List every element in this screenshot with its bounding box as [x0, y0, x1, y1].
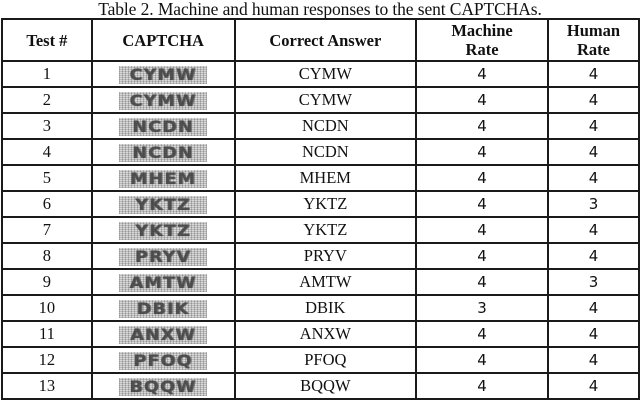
human-rate: 4 — [548, 321, 639, 347]
table-row — [2, 347, 639, 373]
human-rate: 3 — [548, 269, 639, 295]
table-row — [2, 61, 639, 87]
header-machine-rate: Machine Rate — [416, 19, 548, 61]
correct-answer: NCDN — [235, 139, 417, 165]
correct-answer: PFOQ — [235, 347, 417, 373]
captcha-distorted-text: NCDN — [132, 117, 194, 137]
captcha-image — [92, 321, 235, 347]
results-table — [1, 18, 640, 400]
captcha-image-noise — [119, 196, 207, 214]
captcha-image-noise — [119, 300, 207, 318]
header-test-number: Test # — [2, 19, 92, 61]
machine-rate: 4 — [416, 113, 548, 139]
correct-answer: CYMW — [235, 61, 417, 87]
test-number: 13 — [2, 373, 92, 399]
table-row — [2, 113, 639, 139]
correct-answer: NCDN — [235, 113, 417, 139]
human-rate: 4 — [548, 243, 639, 269]
captcha-image — [92, 139, 235, 165]
machine-rate: 4 — [416, 139, 548, 165]
human-rate: 4 — [548, 295, 639, 321]
captcha-image-noise — [119, 118, 207, 136]
header-correct-answer: Correct Answer — [235, 19, 417, 61]
machine-rate: 4 — [416, 347, 548, 373]
human-rate: 4 — [548, 347, 639, 373]
captcha-distorted-text: BQQW — [129, 377, 197, 397]
correct-answer: BQQW — [235, 373, 417, 399]
header-row — [2, 19, 639, 61]
test-number: 3 — [2, 113, 92, 139]
test-number: 11 — [2, 321, 92, 347]
table-caption: Table 2. Machine and human responses to the sent CAPTCHAs. — [98, 0, 542, 19]
machine-rate: 4 — [416, 269, 548, 295]
captcha-distorted-text: AMTW — [129, 273, 197, 293]
captcha-image — [92, 243, 235, 269]
machine-rate: 4 — [416, 373, 548, 399]
captcha-distorted-text: PRYV — [135, 247, 192, 267]
test-number: 12 — [2, 347, 92, 373]
machine-rate: 3 — [416, 295, 548, 321]
test-number: 10 — [2, 295, 92, 321]
captcha-distorted-text: CYMW — [129, 91, 197, 111]
human-rate: 4 — [548, 87, 639, 113]
correct-answer: PRYV — [235, 243, 417, 269]
captcha-image — [92, 373, 235, 399]
human-rate: 4 — [548, 165, 639, 191]
correct-answer: MHEM — [235, 165, 417, 191]
captcha-image — [92, 61, 235, 87]
captcha-image-noise — [119, 352, 207, 370]
table-row — [2, 217, 639, 243]
captcha-distorted-text: YKTZ — [135, 221, 191, 241]
test-number: 1 — [2, 61, 92, 87]
test-number: 5 — [2, 165, 92, 191]
captcha-image — [92, 347, 235, 373]
human-rate: 4 — [548, 113, 639, 139]
machine-rate: 4 — [416, 217, 548, 243]
test-number: 6 — [2, 191, 92, 217]
captcha-distorted-text: YKTZ — [135, 195, 191, 215]
table-row — [2, 139, 639, 165]
machine-rate: 4 — [416, 165, 548, 191]
table-row — [2, 87, 639, 113]
header-captcha: CAPTCHA — [92, 19, 235, 61]
human-rate: 4 — [548, 139, 639, 165]
test-number: 9 — [2, 269, 92, 295]
captcha-image — [92, 191, 235, 217]
correct-answer: AMTW — [235, 269, 417, 295]
human-rate: 4 — [548, 217, 639, 243]
table-row — [2, 191, 639, 217]
test-number: 8 — [2, 243, 92, 269]
correct-answer: CYMW — [235, 87, 417, 113]
captcha-image — [92, 295, 235, 321]
table-row — [2, 243, 639, 269]
human-rate: 4 — [548, 373, 639, 399]
captcha-image — [92, 165, 235, 191]
captcha-image-noise — [119, 144, 207, 162]
machine-rate: 4 — [416, 243, 548, 269]
captcha-distorted-text: CYMW — [129, 65, 197, 85]
table-row — [2, 165, 639, 191]
correct-answer: YKTZ — [235, 217, 417, 243]
captcha-distorted-text: PFOQ — [133, 351, 193, 371]
captcha-image-noise — [119, 248, 207, 266]
captcha-image-noise — [119, 326, 207, 344]
correct-answer: YKTZ — [235, 191, 417, 217]
captcha-distorted-text: ANXW — [130, 325, 197, 345]
captcha-image-noise — [119, 66, 207, 84]
table-row — [2, 269, 639, 295]
machine-rate: 4 — [416, 87, 548, 113]
test-number: 7 — [2, 217, 92, 243]
captcha-image-noise — [119, 222, 207, 240]
captcha-image — [92, 269, 235, 295]
machine-rate: 4 — [416, 321, 548, 347]
correct-answer: DBIK — [235, 295, 417, 321]
captcha-image-noise — [119, 274, 207, 292]
captcha-image — [92, 217, 235, 243]
table-row — [2, 295, 639, 321]
test-number: 4 — [2, 139, 92, 165]
captcha-image — [92, 87, 235, 113]
correct-answer: ANXW — [235, 321, 417, 347]
captcha-image-noise — [119, 378, 207, 396]
table-row — [2, 321, 639, 347]
header-human-rate: Human Rate — [548, 19, 639, 61]
machine-rate: 4 — [416, 61, 548, 87]
captcha-distorted-text: DBIK — [136, 299, 190, 319]
test-number: 2 — [2, 87, 92, 113]
machine-rate: 4 — [416, 191, 548, 217]
captcha-image-noise — [119, 170, 207, 188]
captcha-distorted-text: NCDN — [132, 143, 194, 163]
captcha-image-noise — [119, 92, 207, 110]
table-row — [2, 373, 639, 399]
human-rate: 3 — [548, 191, 639, 217]
captcha-distorted-text: MHEM — [130, 169, 197, 189]
human-rate: 4 — [548, 61, 639, 87]
captcha-image — [92, 113, 235, 139]
